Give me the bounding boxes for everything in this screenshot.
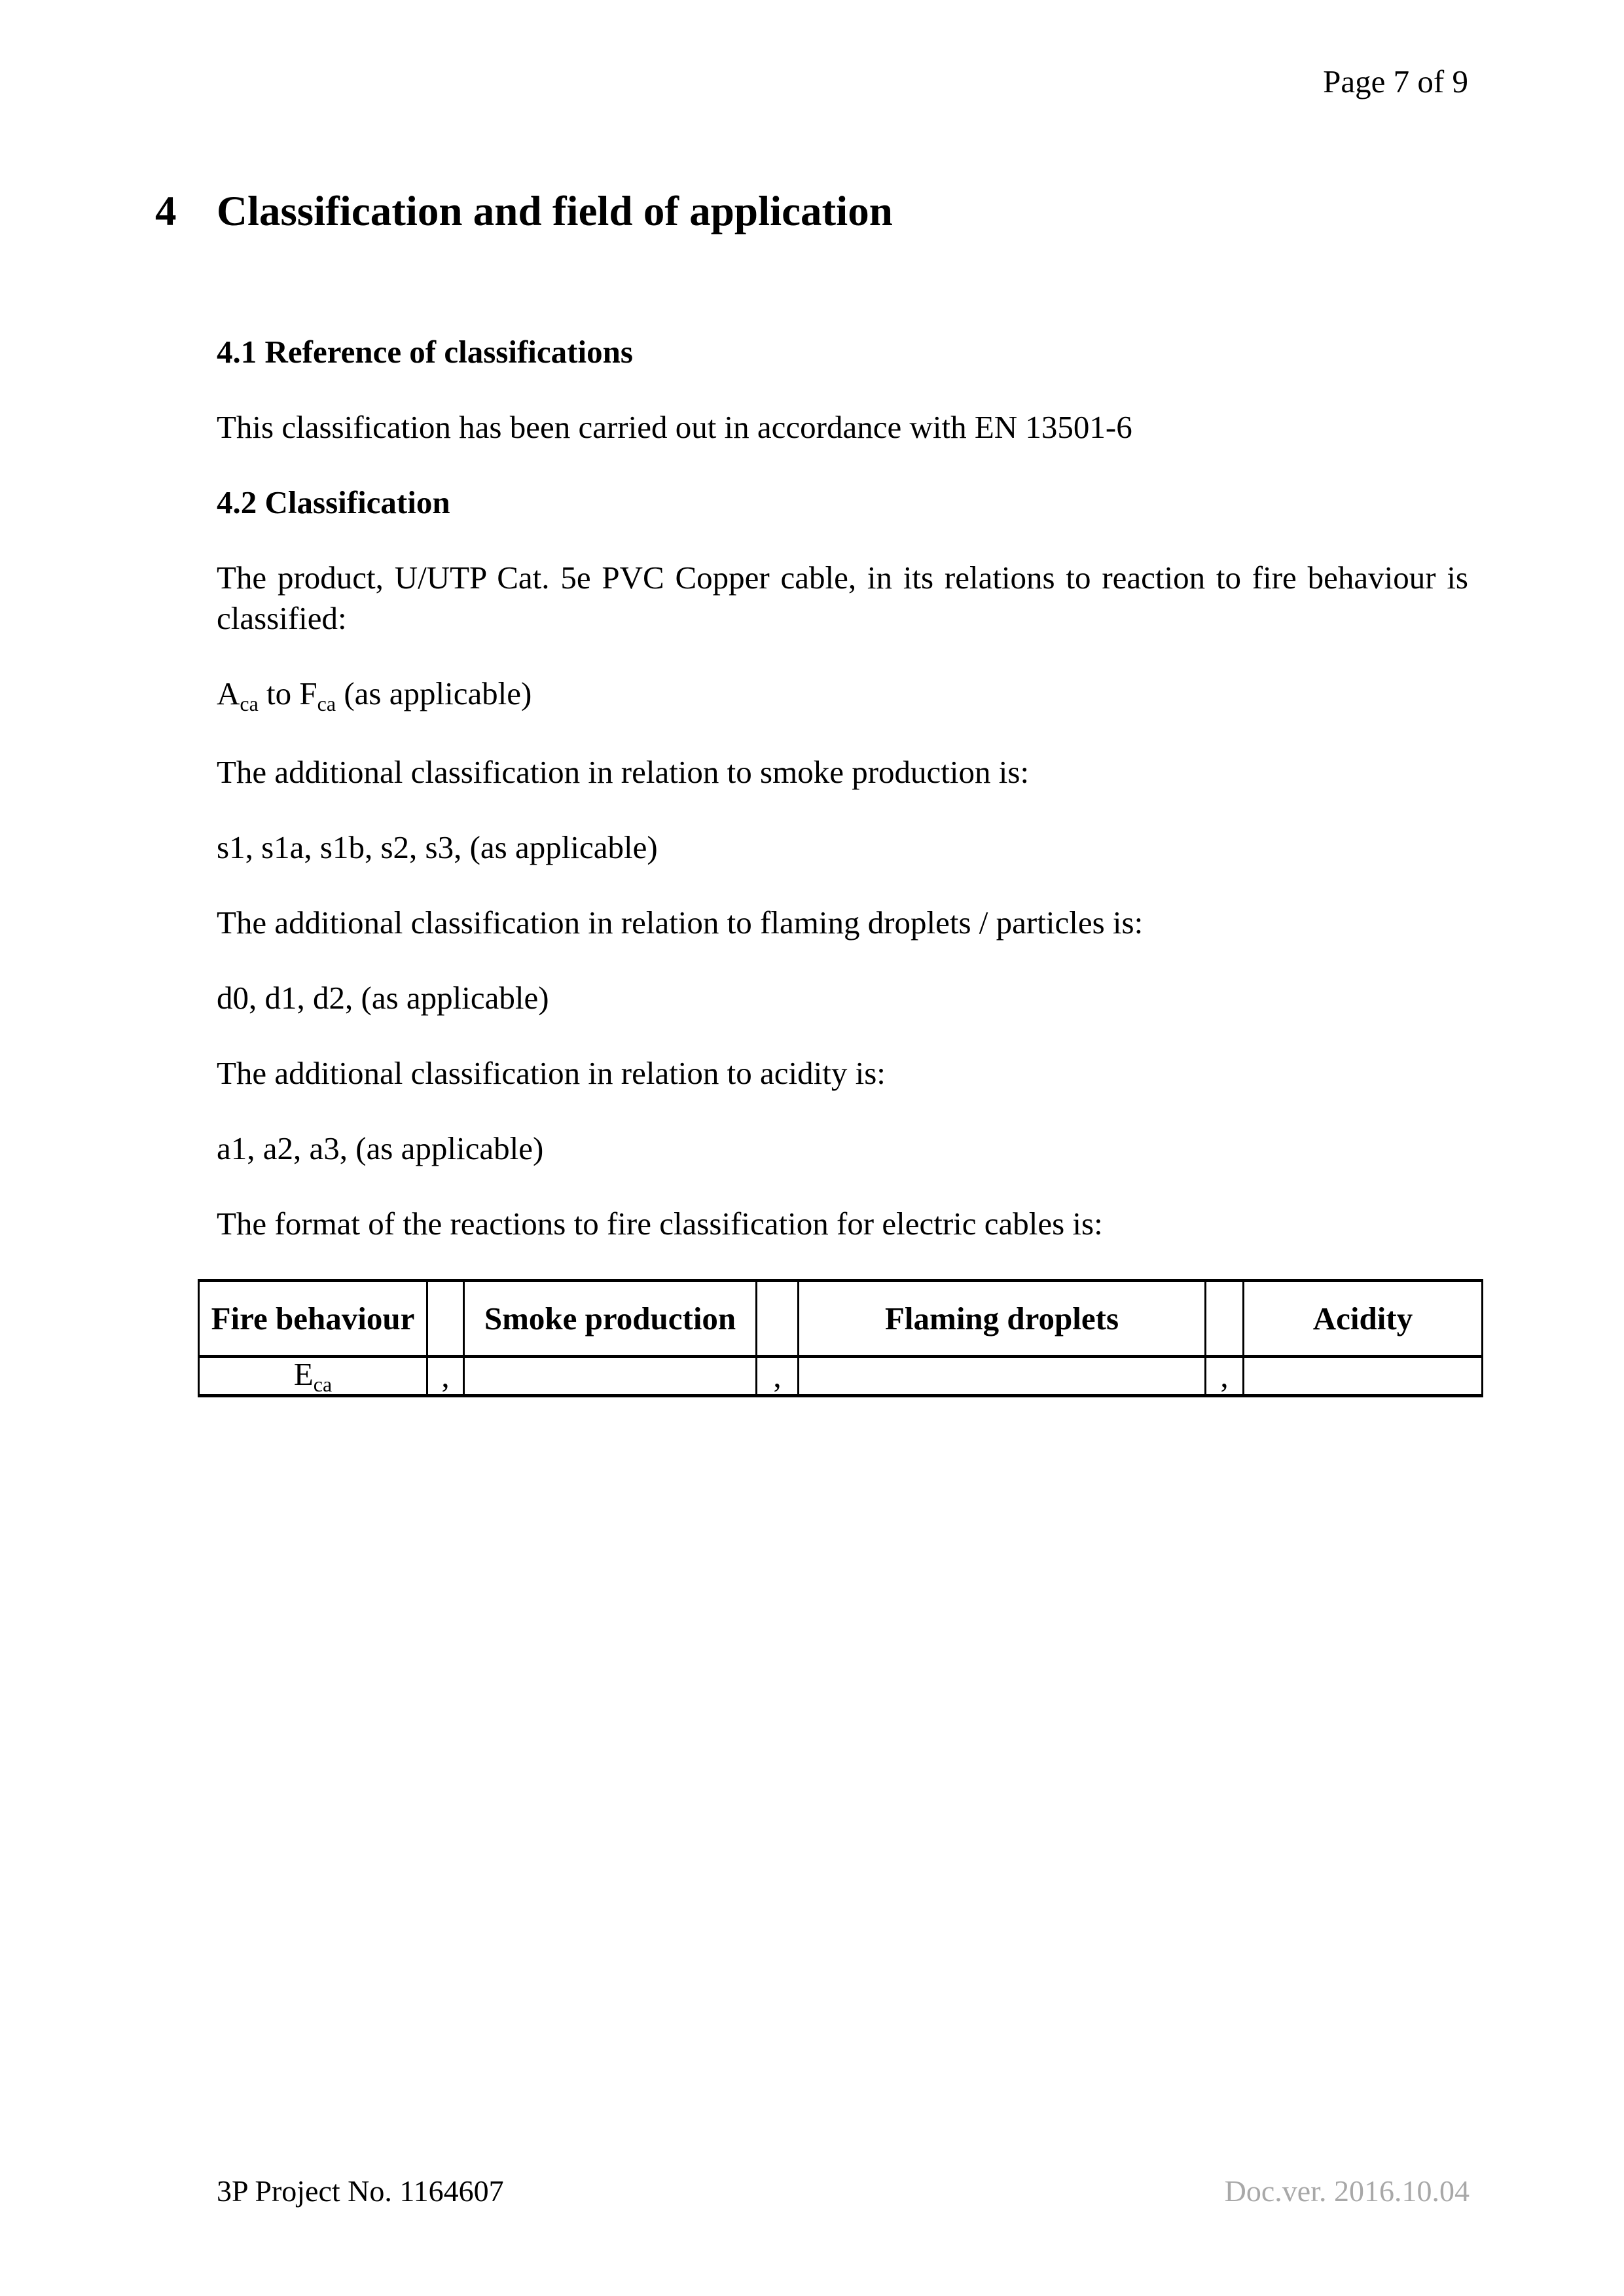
- cell-smoke-production: [464, 1357, 757, 1396]
- header-separator-1: [427, 1281, 464, 1357]
- page-content: [155, 187, 1468, 1397]
- fire-class-post: (as applicable): [336, 675, 532, 711]
- header-separator-3: [1206, 1281, 1244, 1357]
- paragraph-droplets-values: d0, d1, d2, (as applicable): [217, 980, 549, 1016]
- header-fire-behaviour: Fire behaviour: [199, 1281, 427, 1357]
- paragraph-acidity-values: a1, a2, a3, (as applicable): [217, 1130, 544, 1166]
- page-number: Page 7 of 9: [1323, 63, 1468, 99]
- cell-separator-1: ,: [427, 1357, 464, 1396]
- cell-flaming-droplets: [799, 1357, 1206, 1396]
- cell-separator-2: ,: [757, 1357, 799, 1396]
- paragraph-smoke-intro: The additional classification in relation to smoke production is:: [217, 754, 1030, 790]
- fire-class-value-sub: ca: [313, 1372, 333, 1396]
- paragraph-droplets-intro: The additional classification in relation to flaming droplets / particles is:: [217, 905, 1144, 941]
- table-header-row: [199, 1281, 1483, 1357]
- fire-class-pre: A: [217, 675, 240, 711]
- fire-class-sub-1: ca: [240, 692, 259, 715]
- header-acidity: Acidity: [1244, 1281, 1483, 1357]
- paragraph-smoke-values: s1, s1a, s1b, s2, s3, (as applicable): [217, 829, 658, 865]
- fire-class-value: E: [293, 1356, 314, 1392]
- fire-class-mid: to F: [258, 675, 317, 711]
- paragraph-reference: This classification has been carried out in accordance with EN 13501-6: [217, 409, 1132, 445]
- classification-format-table: [198, 1279, 1483, 1397]
- cell-acidity: [1244, 1357, 1483, 1396]
- paragraph-format-intro: The format of the reactions to fire classification for electric cables is:: [217, 1206, 1103, 1242]
- subsection-title-42: 4.2 Classification: [217, 484, 450, 520]
- header-flaming-droplets: Flaming droplets: [799, 1281, 1206, 1357]
- paragraph-fire-class-range: [217, 673, 1468, 717]
- header-separator-2: [757, 1281, 799, 1357]
- footer-project-number: 3P Project No. 1164607: [217, 2174, 504, 2208]
- subsection-title-41: 4.1 Reference of classifications: [217, 334, 633, 370]
- paragraph-product: The product, U/UTP Cat. 5e PVC Copper cable, in its relations to reaction to fire behaviour is classified:: [217, 560, 1468, 636]
- section-heading-title: Classification and field of application: [217, 188, 893, 235]
- footer-doc-version: Doc.ver. 2016.10.04: [1224, 2174, 1470, 2208]
- table-data-row: [199, 1357, 1483, 1396]
- cell-separator-3: ,: [1206, 1357, 1244, 1396]
- header-smoke-production: Smoke production: [464, 1281, 757, 1357]
- cell-fire-behaviour: [199, 1357, 427, 1396]
- section-heading: [155, 187, 1468, 236]
- section-heading-number: 4: [155, 188, 177, 235]
- fire-class-sub-2: ca: [317, 692, 336, 715]
- paragraph-acidity-intro: The additional classification in relation to acidity is:: [217, 1055, 886, 1091]
